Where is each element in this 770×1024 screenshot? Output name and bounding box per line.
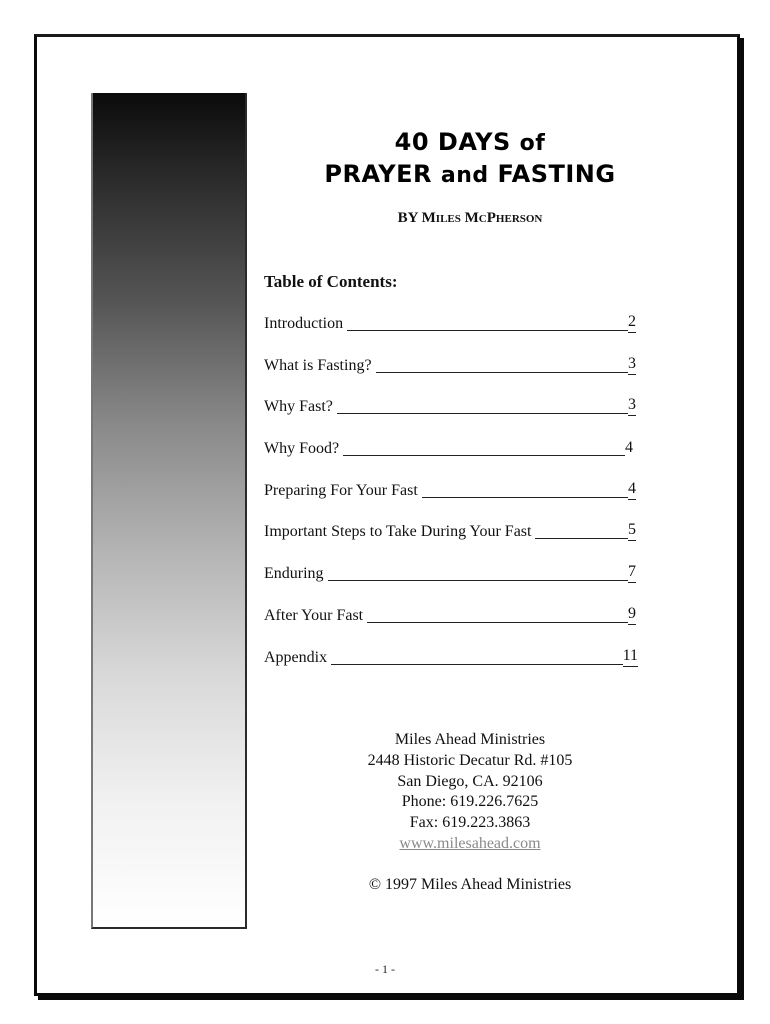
toc-entry-label: Important Steps to Take During Your Fast [264, 523, 532, 540]
toc-entry[interactable] [264, 562, 636, 584]
title-line-2-end: FASTING [497, 160, 616, 188]
toc-leader-line [535, 538, 628, 539]
title-line-1 [260, 128, 680, 156]
toc-entry[interactable] [264, 604, 636, 626]
toc-leader-line [347, 330, 628, 331]
contact-block [330, 730, 610, 855]
toc-heading: Table of Contents: [264, 272, 398, 291]
toc-entry[interactable] [264, 646, 638, 668]
toc-entry[interactable] [264, 395, 636, 417]
toc-entry-label: Preparing For Your Fast [264, 482, 418, 499]
toc-entry-label: Introduction [264, 315, 344, 332]
toc-entry-label: What is Fasting? [264, 357, 372, 374]
toc-entry-page: 3 [628, 354, 636, 375]
title-line-2-small: and [440, 163, 489, 188]
street-address: 2448 Historic Decatur Rd. #105 [367, 751, 573, 769]
website-link[interactable]: www.milesahead.com [399, 834, 541, 852]
toc-entry-label: Why Food? [264, 440, 340, 457]
toc-entry-page: 11 [623, 646, 638, 667]
toc-leader-line [337, 413, 628, 414]
org-name: Miles Ahead Ministries [394, 731, 546, 748]
title-line-2 [260, 160, 680, 188]
toc-leader-line [328, 580, 628, 581]
title-line-1-main: 40 DAYS [394, 128, 511, 156]
toc-entry-page: 7 [628, 562, 636, 583]
toc-entry-label: Why Fast? [264, 398, 333, 415]
title-line-2-main: PRAYER [324, 160, 433, 188]
toc-entry[interactable] [264, 437, 633, 459]
toc-entry-page: 2 [628, 312, 636, 333]
toc-leader-line [343, 455, 625, 456]
byline-last-rest: HERSON [495, 213, 543, 225]
toc-entry-label: Appendix [264, 649, 328, 666]
toc-leader-line [422, 497, 628, 498]
toc-entry-page: 3 [628, 395, 636, 416]
byline-first-rest: ILES [435, 213, 461, 225]
byline-last-initial: M [464, 210, 479, 226]
toc-leader-line [367, 622, 628, 623]
toc-entry[interactable] [264, 354, 636, 376]
page-number: - 1 - [375, 962, 395, 976]
title-line-1-small: of [519, 131, 546, 156]
toc-entry-label: Enduring [264, 565, 324, 582]
toc-entry-page: 4 [628, 479, 636, 500]
toc-entry[interactable] [264, 479, 636, 501]
author-byline [260, 210, 680, 227]
fax-number: Fax: 619.223.3863 [409, 814, 531, 832]
byline-last-c: C [478, 213, 487, 225]
toc-entry-page: 9 [628, 604, 636, 625]
toc-entry-label: After Your Fast [264, 607, 364, 624]
byline-by: BY [397, 210, 418, 226]
copyright-notice: © 1997 Miles Ahead Ministries [368, 876, 572, 893]
phone-number: Phone: 619.226.7625 [401, 793, 539, 811]
toc-entry[interactable] [264, 312, 636, 334]
city-state-zip: San Diego, CA. 92106 [397, 772, 543, 790]
toc-entry[interactable] [264, 520, 636, 542]
toc-entry-page: 5 [628, 520, 636, 541]
toc-leader-line [376, 372, 628, 373]
decorative-gradient-bar [91, 93, 247, 929]
byline-first-initial: M [421, 210, 436, 226]
toc-entry-page: 4 [625, 438, 633, 456]
toc-leader-line [331, 664, 622, 665]
byline-last-initial2: P [486, 210, 496, 226]
